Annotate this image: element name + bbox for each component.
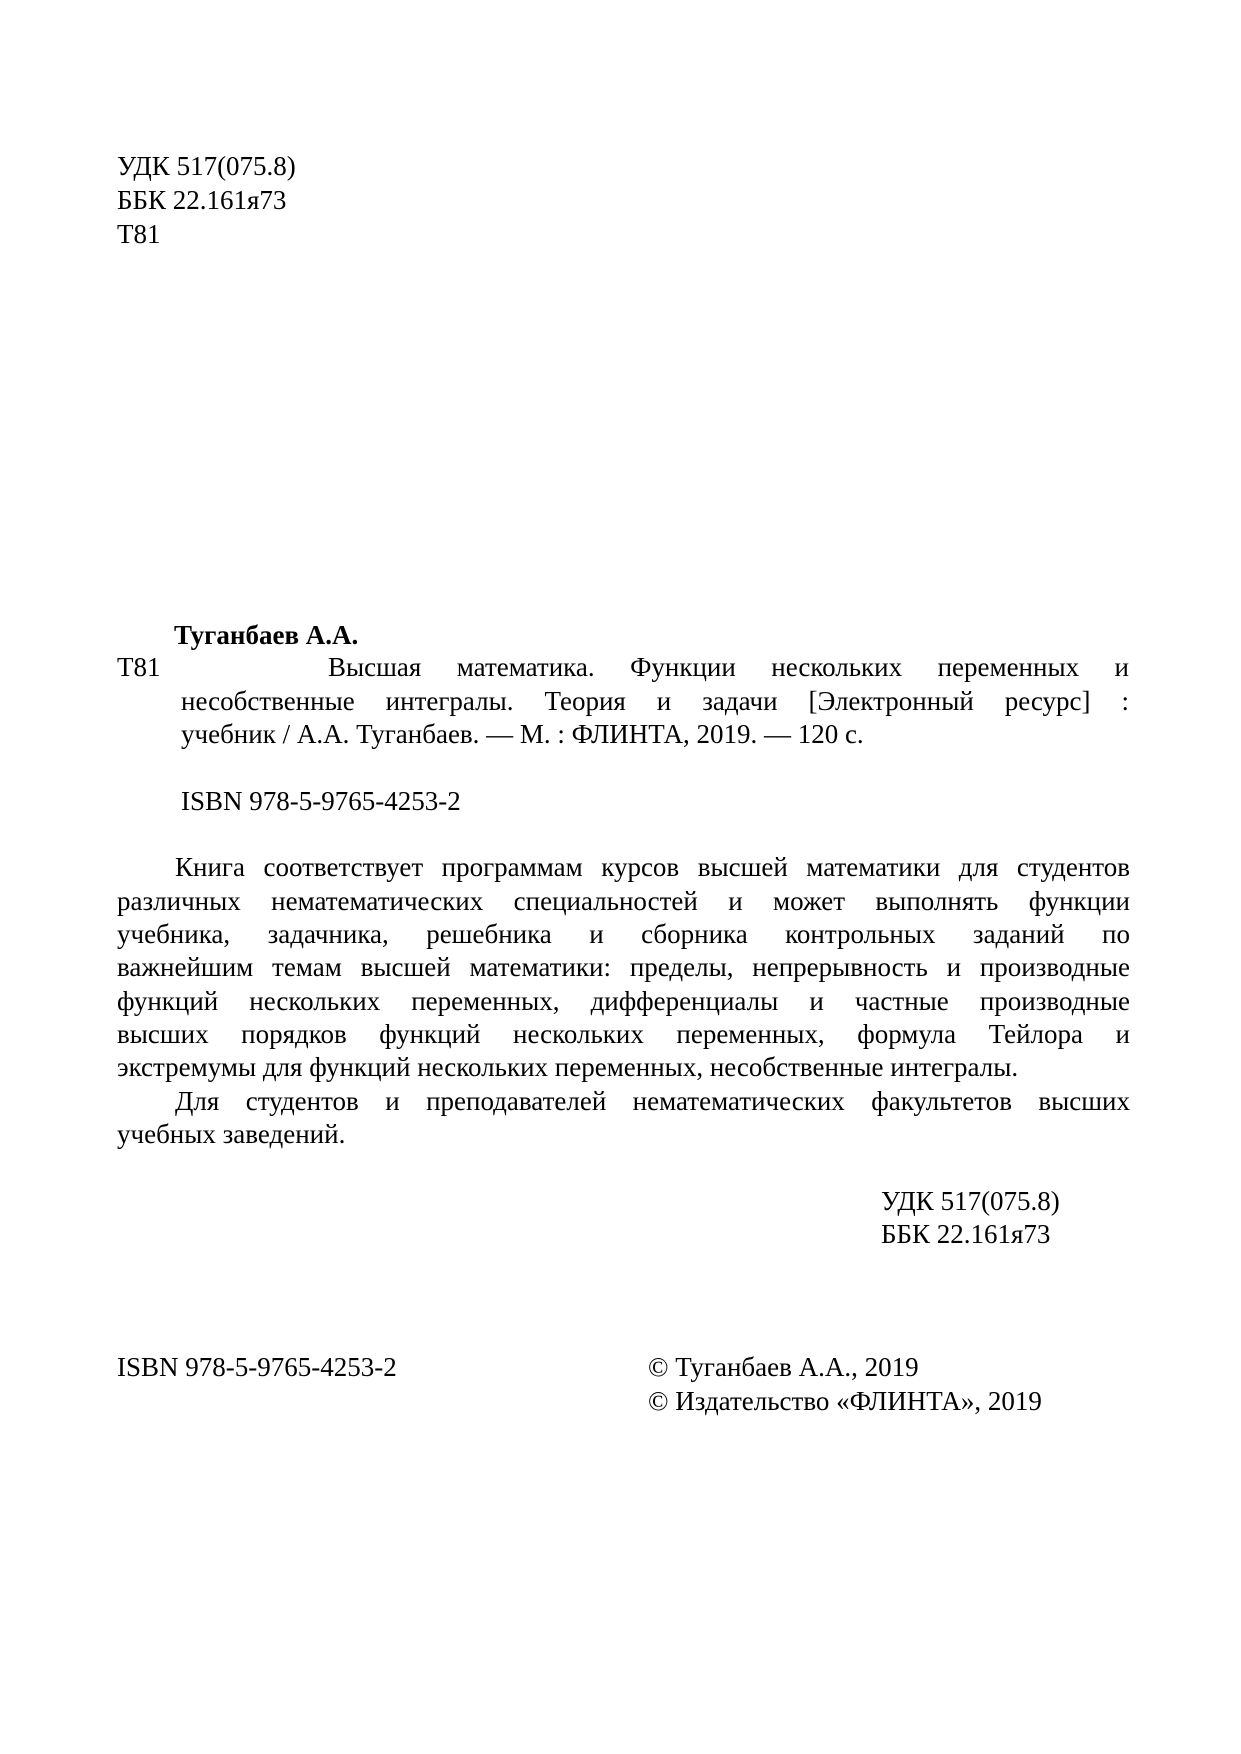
annotation-line-8: Для студентов и преподавателей нематематических факультетов высших [175,1086,1130,1116]
annotation-line-7: экстремумы для функций нескольких переменных, несобственные интегралы. [117,1052,1019,1082]
annotation-line-3: учебника, задачника, решебника и сборника контрольных заданий по [117,919,1130,949]
catalog-isbn: ISBN 978-5-9765-4253-2 [181,786,461,816]
annotation-line-4: важнейшим темам высшей математики: пределы, непрерывность и производные [117,952,1130,982]
catalog-title-line-1: Высшая математика. Функции нескольких переменных и [328,652,1129,682]
annotation-line-1: Книга соответствует программам курсов высшей математики для студентов [175,852,1130,882]
copyright-publisher: © Издательство «ФЛИНТА», 2019 [648,1386,1042,1416]
imprint-isbn: ISBN 978-5-9765-4253-2 [117,1352,397,1382]
header-udk: УДК 517(075.8) [117,151,296,181]
author-name: Туганбаев А.А. [174,620,359,650]
annotation-line-9: учебных заведений. [117,1119,346,1149]
annotation-line-2: различных нематематических специальностей и может выполнять функции [117,886,1130,916]
footer-bbk: ББК 22.161я73 [881,1219,1051,1249]
footer-udk: УДК 517(075.8) [881,1186,1060,1216]
annotation-line-6: высших порядков функций нескольких переменных, формула Тейлора и [117,1019,1130,1049]
catalog-title-line-2: несобственные интегралы. Теория и задачи [Электронный ресурс] : [181,686,1129,716]
annotation-line-5: функций нескольких переменных, дифференциалы и частные производные [117,986,1130,1016]
catalog-code: Т81 [117,652,161,682]
catalog-title-line-3: учебник / А.А. Туганбаев. — М. : ФЛИНТА, 2019. — 120 с. [181,719,864,749]
copyright-author: © Туганбаев А.А., 2019 [648,1352,919,1382]
header-code: Т81 [117,219,161,249]
header-bbk: ББК 22.161я73 [117,185,287,215]
